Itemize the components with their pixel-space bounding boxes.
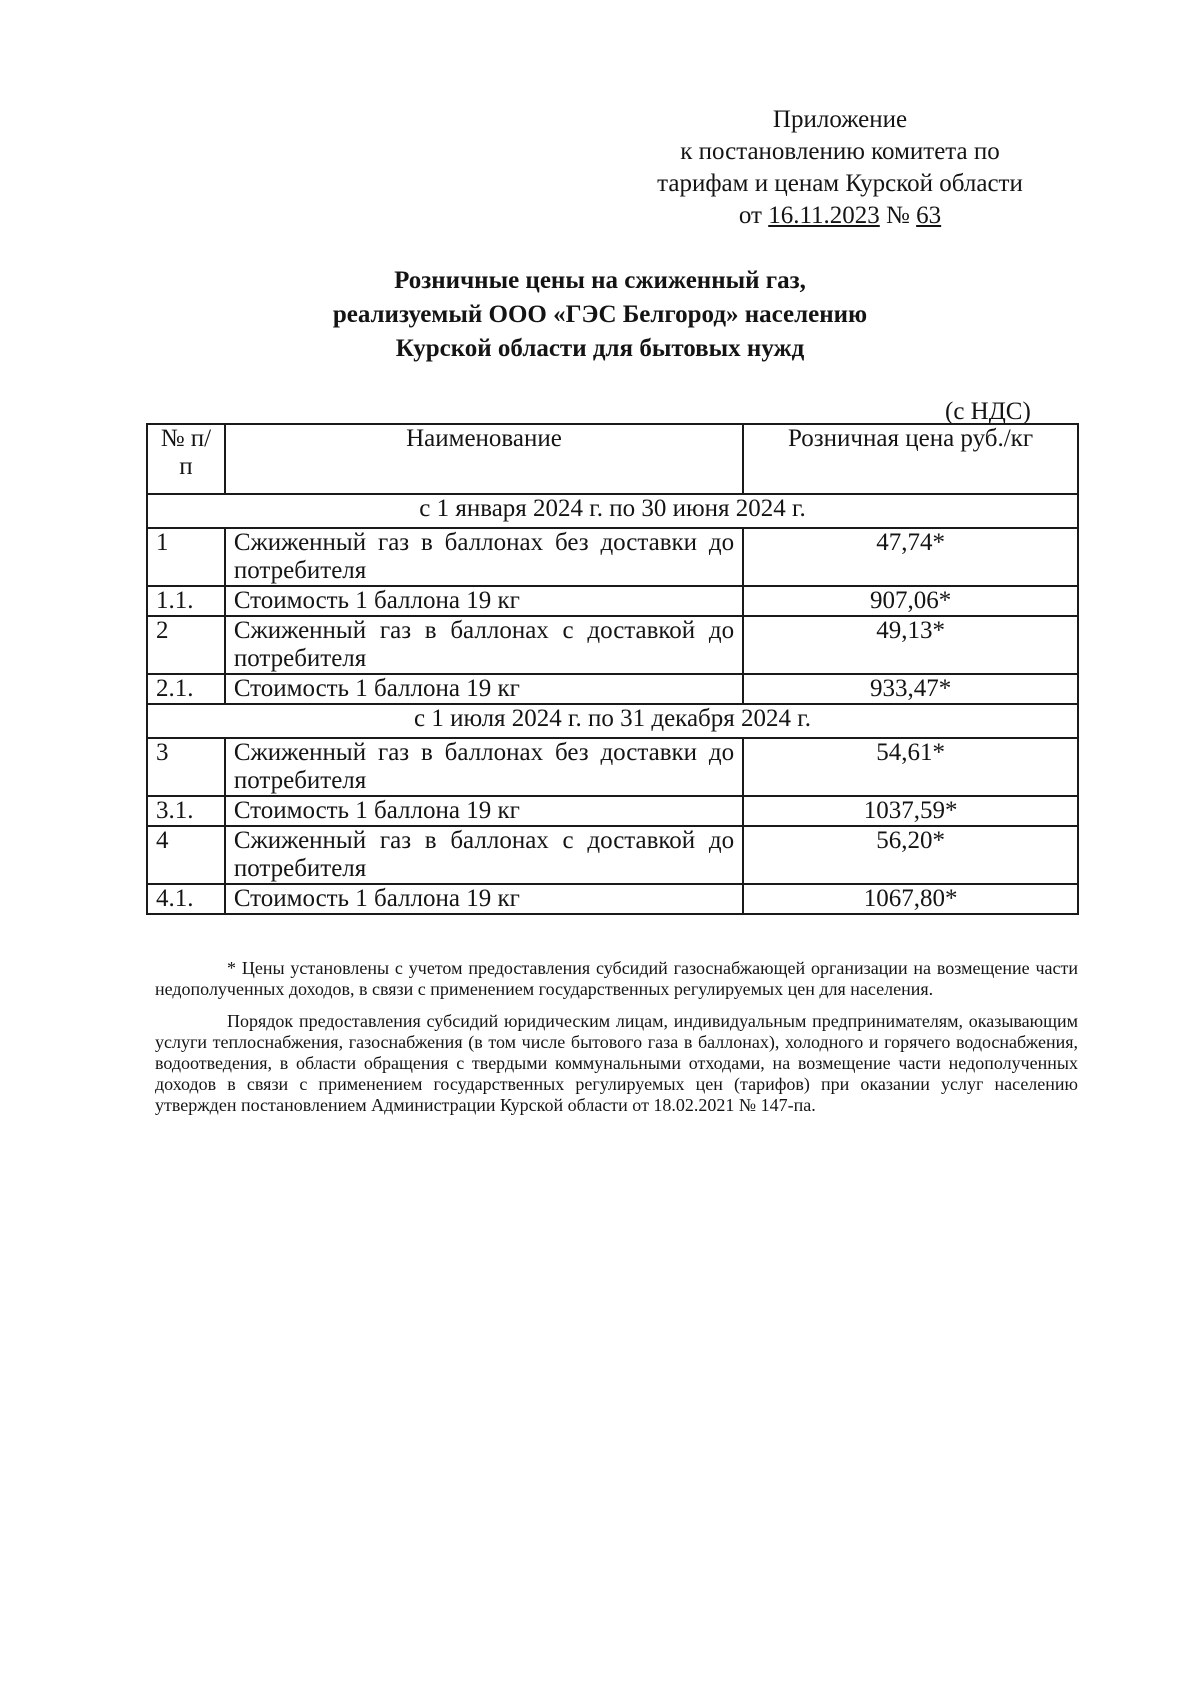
number-label: № <box>886 202 910 229</box>
header-name: Наименование <box>225 424 743 494</box>
from-label: от <box>738 202 762 229</box>
price-table <box>146 423 1079 915</box>
row-price: 47,74* <box>743 528 1078 586</box>
row-num: 2 <box>147 616 225 674</box>
row-num: 1.1. <box>147 586 225 616</box>
row-num: 3 <box>147 738 225 796</box>
row-price: 49,13* <box>743 616 1078 674</box>
table-row <box>147 528 1078 586</box>
title-line-3: Курской области для бытовых нужд <box>395 335 805 362</box>
row-num: 1 <box>147 528 225 586</box>
row-price: 56,20* <box>743 826 1078 884</box>
table-header-row <box>147 424 1078 494</box>
decree-date: 16.11.2023 <box>768 202 880 229</box>
row-num: 2.1. <box>147 674 225 704</box>
decree-number: 63 <box>916 202 942 229</box>
row-price: 907,06* <box>743 586 1078 616</box>
row-price: 1037,59* <box>743 796 1078 826</box>
table-row <box>147 826 1078 884</box>
title-line-1: Розничные цены на сжиженный газ, <box>394 267 806 294</box>
row-num: 4 <box>147 826 225 884</box>
period-row <box>147 704 1078 738</box>
row-name: Сжиженный газ в баллонах с доставкой до потребителя <box>225 826 743 884</box>
row-name: Стоимость 1 баллона 19 кг <box>225 586 743 616</box>
table-row <box>147 796 1078 826</box>
table-row <box>147 586 1078 616</box>
row-name: Сжиженный газ в баллонах без доставки до потребителя <box>225 738 743 796</box>
row-name: Стоимость 1 баллона 19 кг <box>225 674 743 704</box>
header-price: Розничная цена руб./кг <box>743 424 1078 494</box>
table-row <box>147 884 1078 914</box>
vat-note: (с НДС) <box>945 398 1031 425</box>
title-line-2: реализуемый ООО «ГЭС Белгород» населению <box>332 301 868 328</box>
row-name: Сжиженный газ в баллонах без доставки до потребителя <box>225 528 743 586</box>
row-price: 933,47* <box>743 674 1078 704</box>
row-price: 1067,80* <box>743 884 1078 914</box>
notes-section <box>155 958 1078 1127</box>
appendix-line-2: к постановлению комитета по <box>680 138 1000 165</box>
subsidy-text: Порядок предоставления субсидий юридическим лицам, индивидуальным предпринимателям, оказывающим услуги теплоснабжения, газоснабжения (в том числе бытового газа в баллонах), холодного и горячего водоснабжения, водоотведения, в области обращения с твердыми коммунальными отходами, на возмещение части недополученных доходов в связи с применением государственных регулируемых цен (тарифов) при оказании услуг населению утвержден постановлением Администрации Курской области от 18.02.2021 № 147-па. <box>155 1011 1078 1115</box>
footnote-text: * Цены установлены с учетом предоставления субсидий газоснабжающей организации на возмещение части недополученных доходов, в связи с применением государственных регулируемых цен для населения. <box>155 958 1078 999</box>
period-label: с 1 июля 2024 г. по 31 декабря 2024 г. <box>147 704 1078 738</box>
row-name: Сжиженный газ в баллонах с доставкой до потребителя <box>225 616 743 674</box>
row-price: 54,61* <box>743 738 1078 796</box>
appendix-line-3: тарифам и ценам Курской области <box>657 170 1023 197</box>
row-name: Стоимость 1 баллона 19 кг <box>225 796 743 826</box>
period-label: с 1 января 2024 г. по 30 июня 2024 г. <box>147 494 1078 528</box>
table-row <box>147 738 1078 796</box>
table-row <box>147 674 1078 704</box>
appendix-header <box>600 104 1080 232</box>
row-name: Стоимость 1 баллона 19 кг <box>225 884 743 914</box>
header-num: № п/п <box>147 424 225 494</box>
period-row <box>147 494 1078 528</box>
table-row <box>147 616 1078 674</box>
row-num: 4.1. <box>147 884 225 914</box>
appendix-title: Приложение <box>772 106 908 133</box>
document-title <box>200 264 1000 366</box>
row-num: 3.1. <box>147 796 225 826</box>
appendix-date-line <box>600 200 1080 232</box>
